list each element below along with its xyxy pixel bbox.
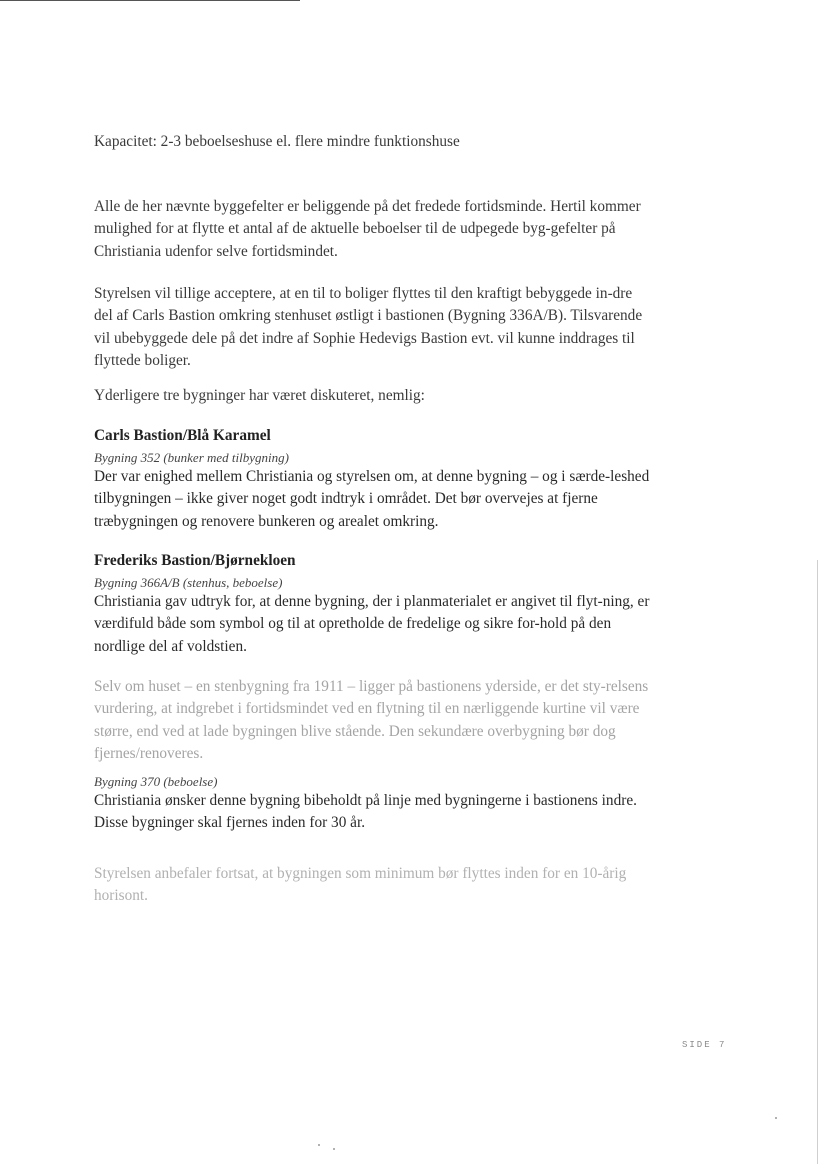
- section-1-subheading: Bygning 352 (bunker med tilbygning): [94, 450, 289, 465]
- top-rule: [0, 0, 300, 1]
- section-3-body: Christiania ønsker denne bygning bibeholdt på linje med bygningerne i bastionens indre. Disse bygninger skal fjernes inden for 30 år.: [94, 792, 637, 832]
- paragraph-2: Styrelsen vil tillige acceptere, at en til to boliger flyttes til den kraftigt bebyggede in-dre del af Carls Bastion omkring stenhuset østligt i bastionen (Bygning 336A/B). Tilsvarende vil ubebyggede dele på det indre af Sophie Hedevigs Bastion evt. vil kunne inddrages til flyttede boliger.: [94, 285, 643, 369]
- paragraph-1: Alle de her nævnte byggefelter er beliggende på det fredede fortidsminde. Hertil kommer mulighed for at flytte et antal af de aktuelle beboelser til de udpegede byg-gefelter på Christiania udenfor selve fortidsmindet.: [94, 198, 641, 260]
- section-1-body: Der var enighed mellem Christiania og styrelsen om, at denne bygning – og i særde-leshed tilbygningen – ikke giver noget godt indtryk i området. Det bør overvejes at fjerne træbygningen og renovere bunkeren og arealet omkring.: [94, 468, 650, 530]
- section-3-subheading: Bygning 370 (beboelse): [94, 774, 218, 789]
- paragraph-3: Yderligere tre bygninger har været diskuteret, nemlig:: [94, 387, 425, 404]
- section-2-faint-note: Selv om huset – en stenbygning fra 1911 – ligger på bastionens yderside, er det sty-relsens vurdering, at indgrebet i fortidsmindet ved en flytning til en nærliggende kurtine vil være større, end ved at lade bygningen blive stående. Den sekundære overbygning bør dog fjernes/renoveres.: [94, 678, 649, 762]
- section-3-faint-note: Styrelsen anbefaler fortsat, at bygningen som minimum bør flyttes inden for en 10-årig horisont.: [94, 865, 627, 905]
- section-1-heading: Carls Bastion/Blå Karamel: [94, 427, 271, 444]
- page-number: SIDE 7: [682, 1040, 727, 1050]
- section-2-subheading: Bygning 366A/B (stenhus, beboelse): [94, 575, 283, 590]
- scan-speck: [333, 1148, 335, 1150]
- section-2-body: Christiania gav udtryk for, at denne bygning, der i planmaterialet er angivet til flyt-ning, er værdifuld både som symbol og til at opretholde de fredelige og sikre for-hold på den nordlige del af voldstien.: [94, 593, 650, 655]
- section-2-heading: Frederiks Bastion/Bjørnekloen: [94, 552, 296, 569]
- scan-speck: [318, 1144, 320, 1146]
- scan-speck: [775, 1117, 777, 1119]
- capacity-line: Kapacitet: 2-3 beboelseshuse el. flere mindre funktionshuse: [94, 133, 460, 150]
- scan-edge-line: [817, 560, 818, 1164]
